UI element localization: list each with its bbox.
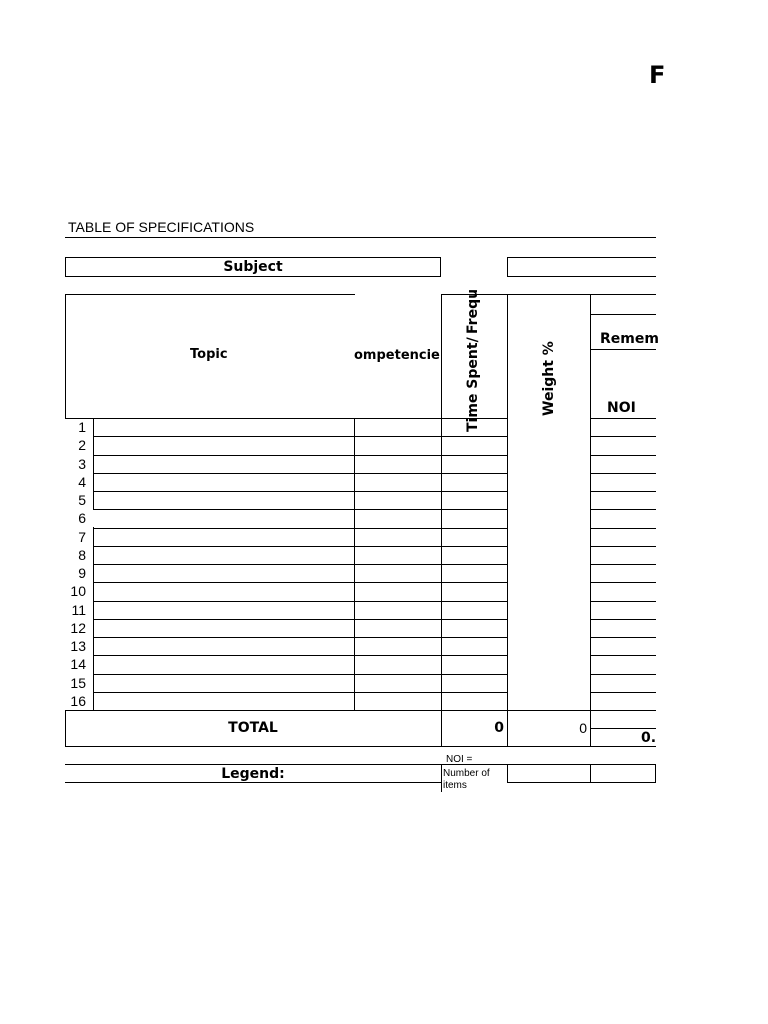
subject-label: Subject xyxy=(223,259,283,275)
row-line-noi xyxy=(590,473,656,474)
row-number: 5 xyxy=(78,492,86,508)
row-number: 10 xyxy=(70,583,86,599)
legend-note-line3: items xyxy=(443,780,467,791)
col-line-weight xyxy=(507,294,508,747)
row-number: 14 xyxy=(70,656,86,672)
header-left-border xyxy=(65,294,66,418)
remember-divider xyxy=(590,349,656,350)
row-number: 9 xyxy=(78,565,86,581)
total-time-value: 0 xyxy=(494,720,504,736)
total-weight-value: 0 xyxy=(579,720,587,736)
row-line xyxy=(93,546,507,547)
row-line xyxy=(93,692,507,693)
total-label: TOTAL xyxy=(228,720,278,736)
row-line xyxy=(93,509,507,510)
total-top-line xyxy=(65,710,441,711)
row-line-noi xyxy=(590,582,656,583)
row-line xyxy=(93,655,507,656)
row-line-noi xyxy=(590,546,656,547)
row-line-noi xyxy=(590,491,656,492)
page-heading-fragment: F xyxy=(649,61,666,89)
row-line xyxy=(93,491,507,492)
total-bottom-line xyxy=(65,746,590,747)
weight-header xyxy=(507,294,590,418)
row-line xyxy=(93,473,507,474)
row-line-noi xyxy=(590,564,656,565)
col-line-topic-left-b xyxy=(93,527,94,710)
row-line-noi xyxy=(590,619,656,620)
doc-title: TABLE OF SPECIFICATIONS xyxy=(68,219,255,235)
row-number: 3 xyxy=(78,456,86,472)
row-number: 1 xyxy=(78,419,86,435)
row-number: 16 xyxy=(70,693,86,709)
weight-label: Weight % xyxy=(541,341,557,416)
col-line-remember xyxy=(590,294,591,747)
col-line-topic-left-a xyxy=(93,418,94,510)
row-line xyxy=(93,619,507,620)
row-number: 11 xyxy=(71,602,86,618)
legend-note-line2: Number of xyxy=(443,768,490,779)
legend-label: Legend: xyxy=(221,766,285,782)
row-line-noi xyxy=(590,674,656,675)
title-underline xyxy=(65,237,656,238)
col-line-time xyxy=(441,294,442,747)
frequency-label: Frequ xyxy=(465,288,481,334)
row-line xyxy=(93,564,507,565)
legend-col-line-a xyxy=(441,764,442,792)
row-line-noi xyxy=(590,528,656,529)
row-number: 4 xyxy=(78,474,86,490)
row-number: 7 xyxy=(78,529,86,545)
row-line xyxy=(93,436,507,437)
topic-header: Topic xyxy=(190,347,228,362)
noi-header: NOI xyxy=(607,400,636,416)
legend-top-line xyxy=(65,764,656,765)
row-number: 15 xyxy=(70,675,86,691)
time-spent-header xyxy=(441,288,507,432)
row-line-noi xyxy=(590,710,656,711)
row-number: 12 xyxy=(70,620,86,636)
row-line-noi xyxy=(590,601,656,602)
row-line xyxy=(93,637,507,638)
row-number: 8 xyxy=(78,547,86,563)
row-number: 6 xyxy=(78,510,86,526)
row-line xyxy=(93,601,507,602)
row-line xyxy=(93,582,507,583)
legend-col-line-b xyxy=(507,764,508,782)
subject-value-field[interactable] xyxy=(507,257,656,277)
remember-top-line xyxy=(590,314,656,315)
row-line xyxy=(93,674,507,675)
row-line-noi xyxy=(590,509,656,510)
col-line-competencies xyxy=(354,418,355,710)
competencies-header: ompetencie xyxy=(354,348,440,363)
legend-col-line-c xyxy=(590,764,591,782)
legend-bottom-line-right xyxy=(507,782,656,783)
row-line xyxy=(93,528,507,529)
subject-field[interactable] xyxy=(65,257,441,277)
legend-note-line1: NOI = xyxy=(446,754,473,765)
time-spent-label: Time Spent/ xyxy=(465,337,481,432)
row-line-noi xyxy=(590,655,656,656)
legend-bottom-line xyxy=(65,782,441,783)
legend-col-line-d xyxy=(655,764,656,782)
total-noi-value: 0. xyxy=(641,730,657,746)
row-number: 2 xyxy=(78,437,86,453)
remembering-header: Remem xyxy=(600,331,659,347)
total-top-line-weight xyxy=(507,710,590,711)
row-line-noi xyxy=(590,637,656,638)
header-top-line xyxy=(65,294,355,295)
row-line-noi xyxy=(590,455,656,456)
row-line-noi xyxy=(590,418,656,419)
row-line-noi xyxy=(590,692,656,693)
row-line-noi xyxy=(590,436,656,437)
row-number: 13 xyxy=(70,638,86,654)
row-line xyxy=(93,455,507,456)
